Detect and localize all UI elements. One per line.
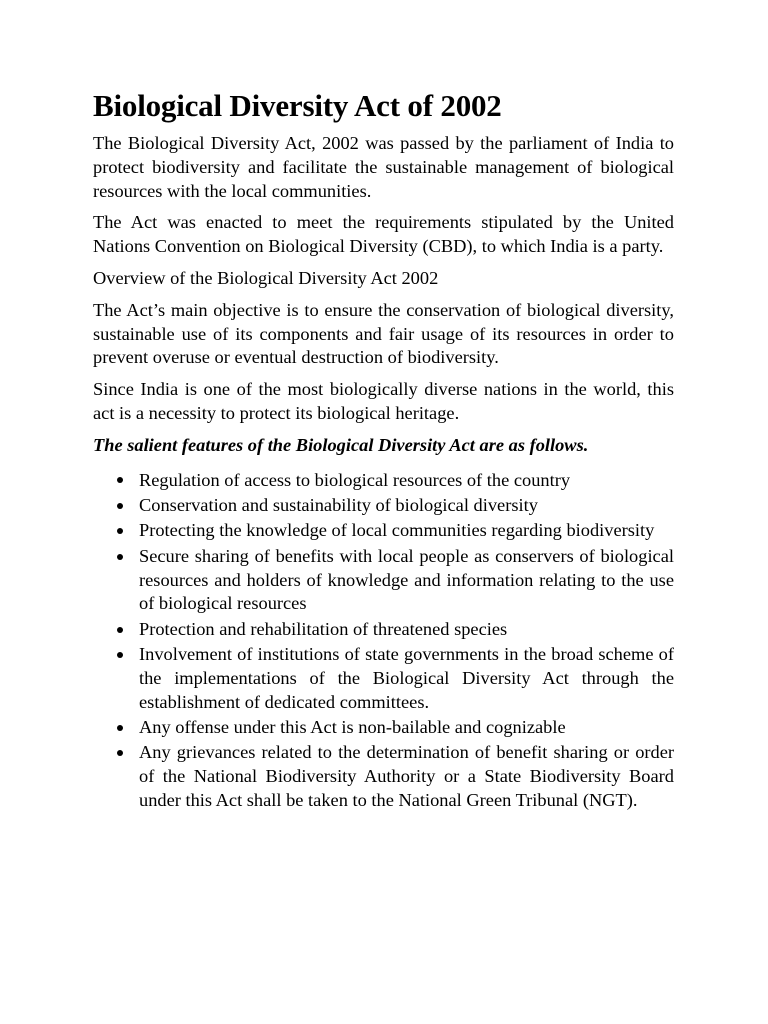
- features-heading: The salient features of the Biological Diversity Act are as follows.: [93, 434, 589, 455]
- list-item: [139, 716, 674, 740]
- list-item-text: Protection and rehabilitation of threatened species: [139, 618, 508, 639]
- bullet-icon: [115, 545, 125, 569]
- list-item-text: Protecting the knowledge of local communities regarding biodiversity: [139, 520, 655, 541]
- list-item-text: Conservation and sustainability of biological diversity: [139, 494, 538, 515]
- list-item: [139, 741, 674, 812]
- list-item: [139, 494, 674, 518]
- page-title: Biological Diversity Act of 2002: [93, 88, 502, 123]
- list-item: [139, 618, 674, 642]
- list-item-text: Involvement of institutions of state governments in the broad scheme of the implementations of the Biological Diversity Act through the establishment of dedicated committees.: [139, 644, 674, 712]
- document-page: [93, 86, 674, 814]
- list-item-text: Regulation of access to biological resources of the country: [139, 469, 571, 490]
- list-item-text: Any grievances related to the determination of benefit sharing or order of the National Biodiversity Authority or a State Biodiversity Board under this Act shall be taken to the National Green Tribunal (NGT).: [139, 742, 674, 811]
- list-item-text: Secure sharing of benefits with local people as conservers of biological resources and holders of knowledge and information relating to the use of biological resources: [139, 545, 674, 614]
- bullet-icon: [115, 716, 125, 740]
- list-item: [139, 469, 674, 493]
- bullet-icon: [115, 643, 125, 667]
- overview-heading: Overview of the Biological Diversity Act 2002: [93, 267, 439, 288]
- bullet-icon: [115, 469, 125, 493]
- intro-paragraph: The Biological Diversity Act, 2002 was passed by the parliament of India to protect biodiversity and facilitate the sustainable management of biological resources with the local communities.: [93, 133, 674, 201]
- list-item: [139, 643, 674, 714]
- list-item: [139, 519, 674, 543]
- cbd-paragraph: The Act was enacted to meet the requirements stipulated by the United Nations Convention on Biological Diversity (CBD), to which India is a party.: [93, 212, 674, 257]
- list-item-text: Any offense under this Act is non-bailable and cognizable: [139, 717, 566, 738]
- bullet-icon: [115, 494, 125, 518]
- list-item: [139, 545, 674, 616]
- necessity-paragraph: Since India is one of the most biologically diverse nations in the world, this act is a necessity to protect its biological heritage.: [93, 379, 674, 423]
- bullet-icon: [115, 618, 125, 642]
- features-list: [93, 469, 674, 813]
- objective-paragraph: The Act’s main objective is to ensure the conservation of biological diversity, sustainable use of its components and fair usage of its resources in order to prevent overuse or eventual destruction of biodiversity.: [93, 299, 674, 368]
- bullet-icon: [115, 741, 125, 765]
- bullet-icon: [115, 519, 125, 543]
